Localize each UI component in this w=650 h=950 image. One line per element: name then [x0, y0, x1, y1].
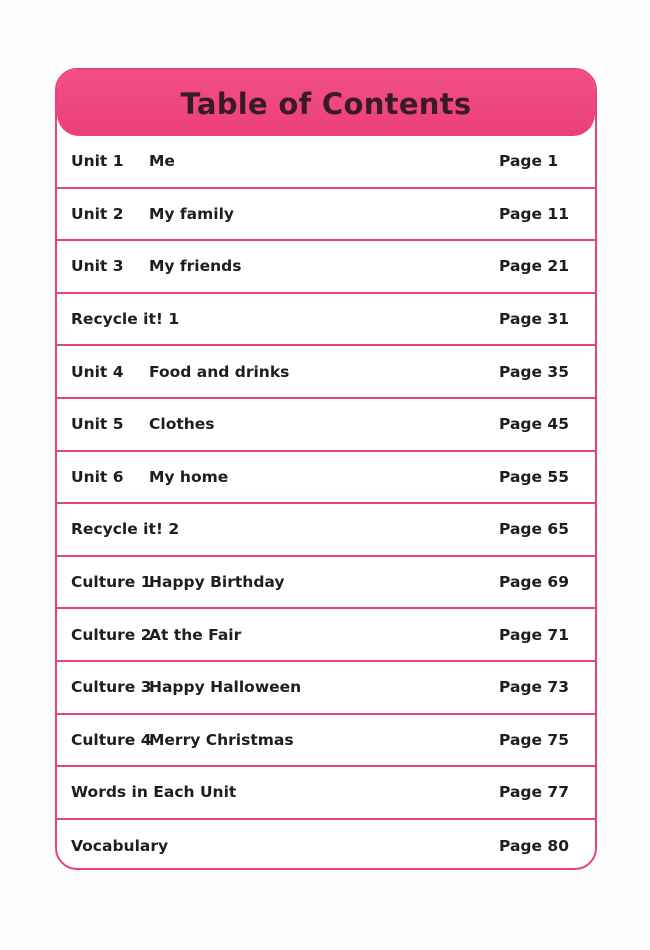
toc-row-label: Recycle it! 1	[71, 310, 180, 329]
toc-row	[57, 767, 595, 820]
toc-row-page: Page 69	[499, 573, 569, 592]
toc-row-page: Page 35	[499, 362, 569, 381]
toc-row	[57, 557, 595, 610]
toc-row-label: Culture 4	[71, 730, 152, 749]
toc-row-label: Unit 4	[71, 362, 124, 381]
toc-row	[57, 452, 595, 505]
toc-row-page: Page 45	[499, 415, 569, 434]
toc-row	[57, 346, 595, 399]
toc-row	[57, 399, 595, 452]
toc-row-title: Me	[149, 152, 175, 171]
toc-row-label: Recycle it! 2	[71, 520, 180, 539]
toc-row-title: Happy Halloween	[149, 678, 302, 697]
toc-row-page: Page 21	[499, 257, 569, 276]
toc-row-page: Page 1	[499, 152, 559, 171]
toc-row-page: Page 65	[499, 520, 569, 539]
toc-row-label: Words in Each Unit	[71, 783, 237, 802]
toc-row-page: Page 11	[499, 204, 569, 223]
toc-row	[57, 241, 595, 294]
toc-row-page: Page 77	[499, 783, 569, 802]
toc-row-page: Page 73	[499, 678, 569, 697]
page-title: Table of Contents	[180, 87, 472, 121]
toc-row	[57, 136, 595, 189]
toc-row-title: My friends	[149, 257, 242, 276]
toc-row-title: Happy Birthday	[149, 573, 285, 592]
toc-row	[57, 662, 595, 715]
toc-list	[57, 136, 595, 870]
toc-row-label: Unit 3	[71, 257, 124, 276]
toc-row-label: Unit 1	[71, 152, 124, 171]
toc-row-title: Merry Christmas	[149, 730, 294, 749]
toc-row-label: Culture 2	[71, 625, 152, 644]
toc-row	[57, 294, 595, 347]
toc-row-page: Page 31	[499, 310, 569, 329]
toc-row	[57, 820, 595, 870]
toc-row	[57, 504, 595, 557]
toc-row-label: Culture 1	[71, 573, 152, 592]
toc-row-label: Unit 5	[71, 415, 124, 434]
toc-row-label: Vocabulary	[71, 837, 169, 856]
toc-row-label: Culture 3	[71, 678, 152, 697]
toc-row-title: My home	[149, 467, 229, 486]
toc-header	[57, 70, 595, 136]
toc-row-label: Unit 6	[71, 467, 124, 486]
toc-row	[57, 189, 595, 242]
toc-row	[57, 715, 595, 768]
toc-row-title: Food and drinks	[149, 362, 290, 381]
toc-row	[57, 609, 595, 662]
toc-row-page: Page 80	[499, 837, 569, 856]
toc-row-page: Page 55	[499, 467, 569, 486]
toc-row-title: My family	[149, 204, 235, 223]
toc-row-page: Page 75	[499, 730, 569, 749]
toc-row-label: Unit 2	[71, 204, 124, 223]
toc-row-title: Clothes	[149, 415, 215, 434]
toc-row-page: Page 71	[499, 625, 569, 644]
table-of-contents	[55, 68, 597, 870]
toc-row-title: At the Fair	[149, 625, 242, 644]
